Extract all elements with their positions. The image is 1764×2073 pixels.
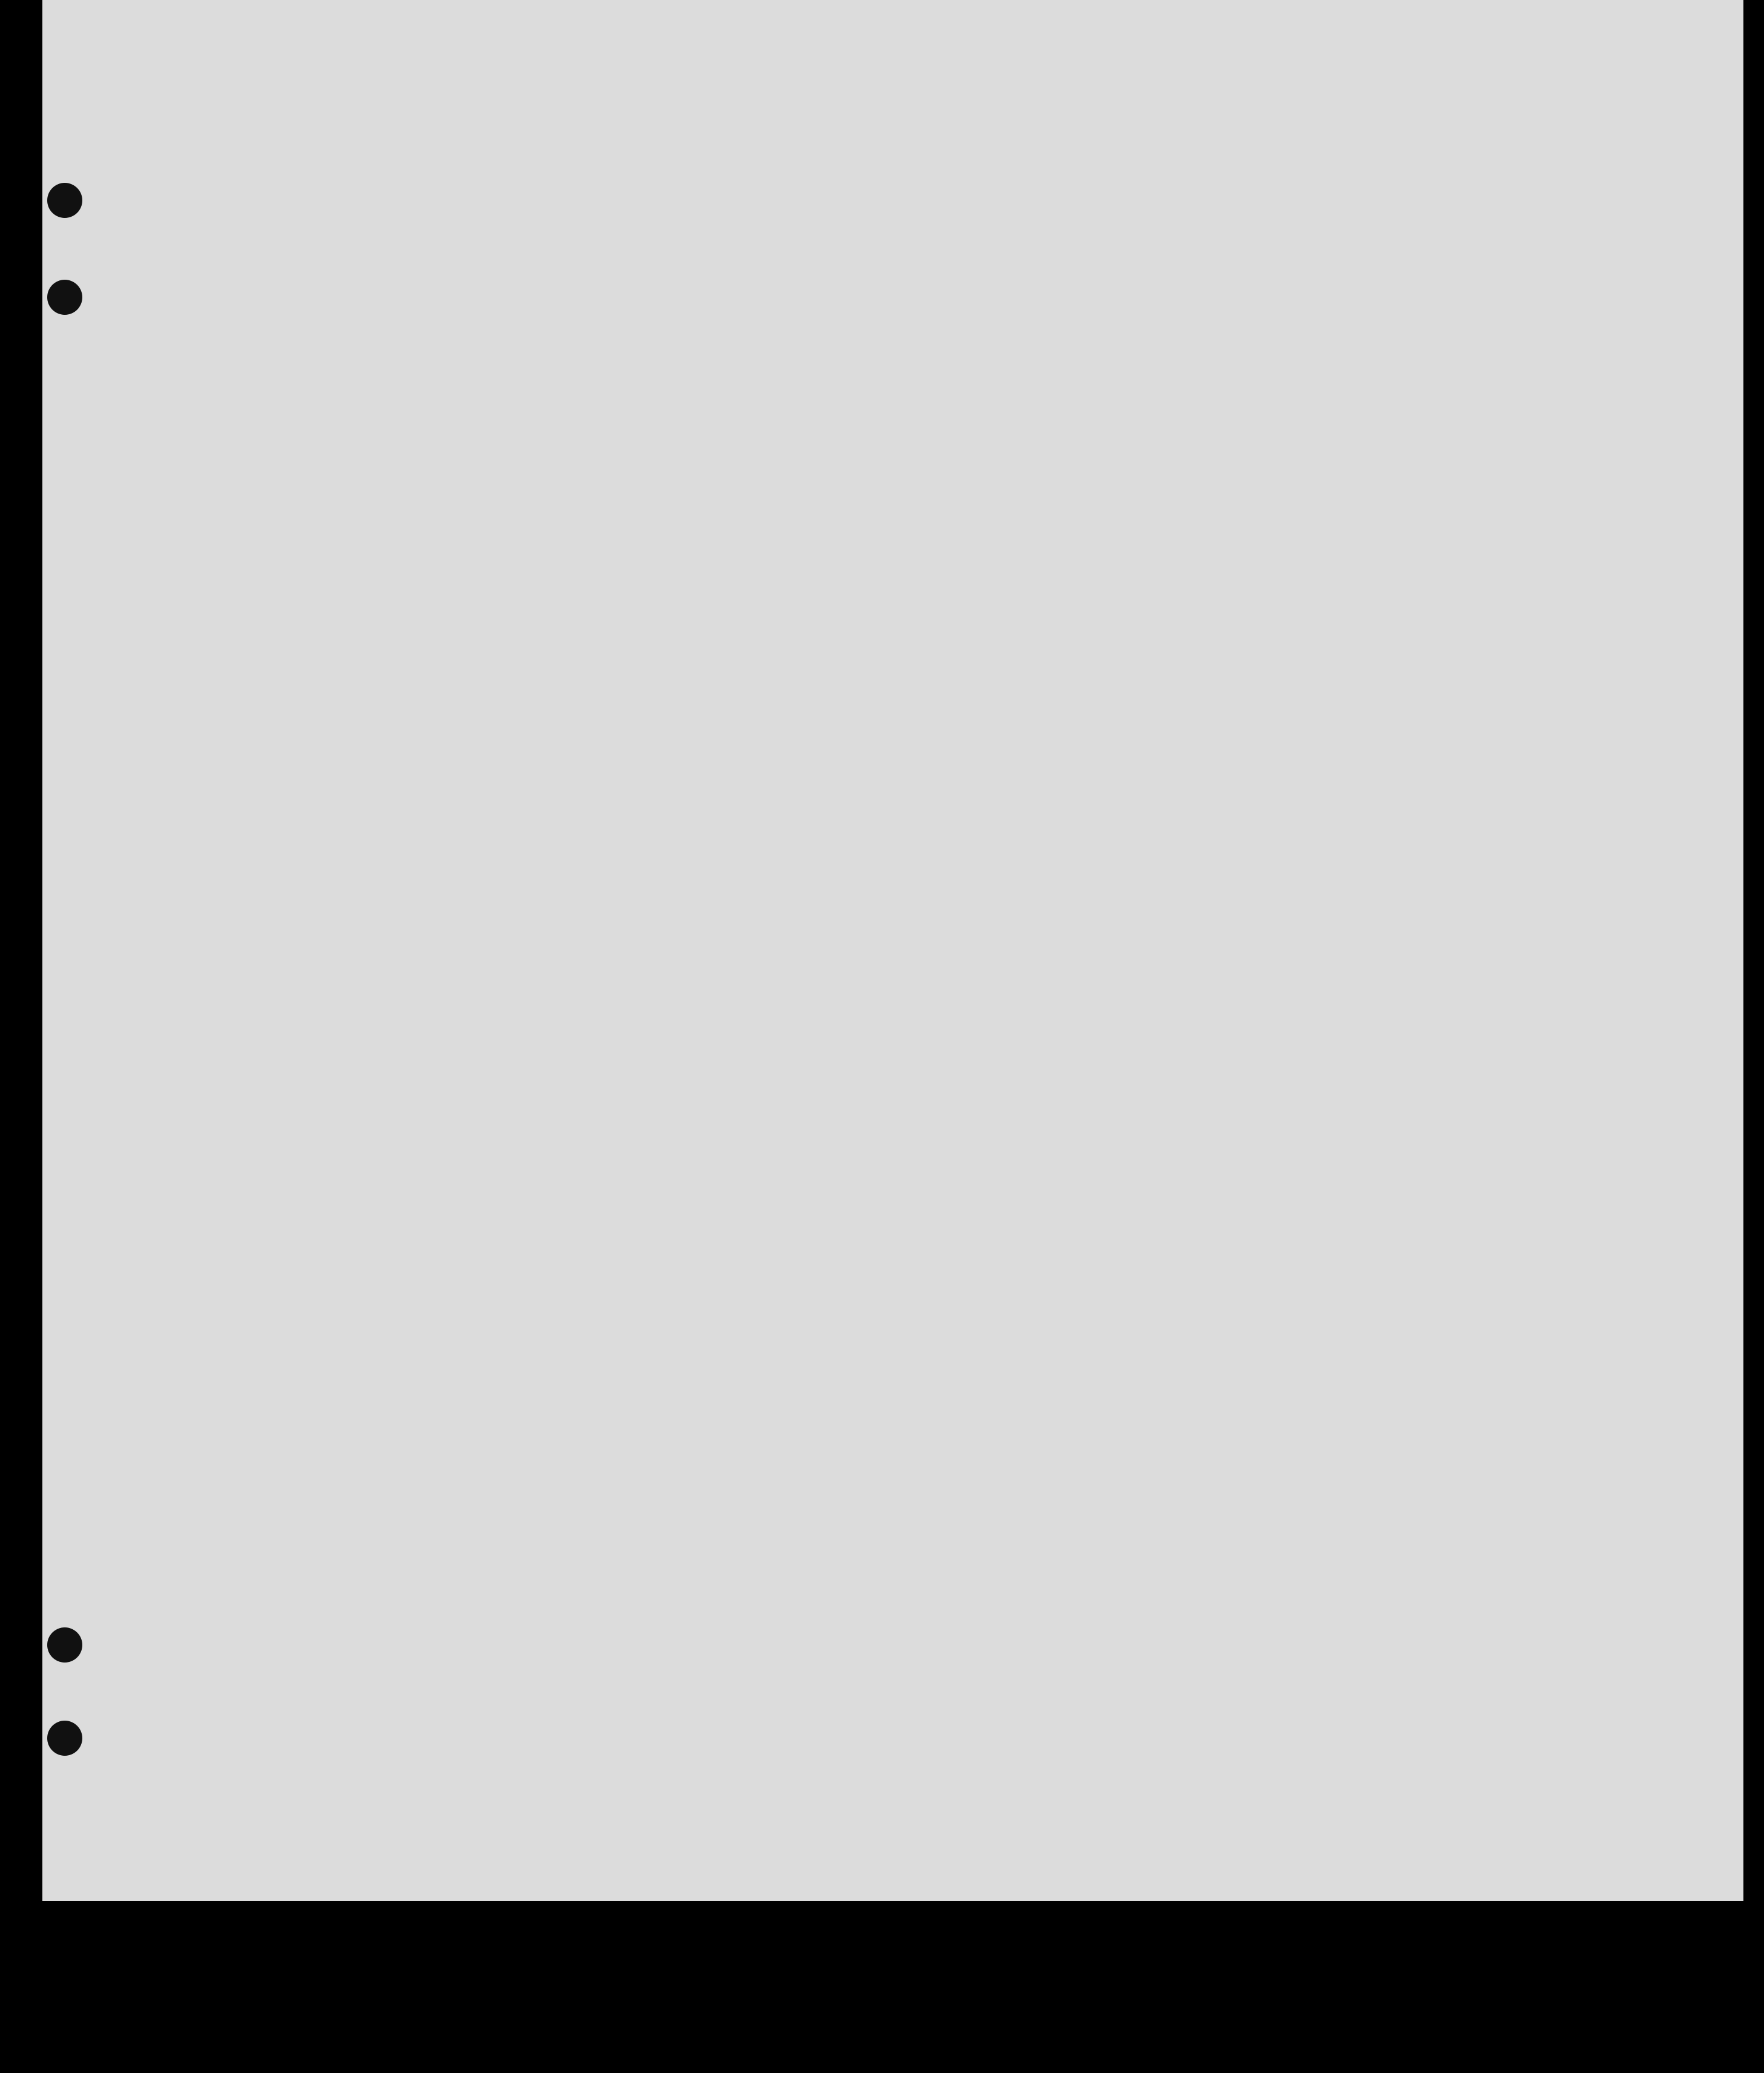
- col3-header: [536, 213, 627, 220]
- col1-header: [91, 213, 130, 222]
- col4-header: [632, 213, 765, 220]
- col11-header: [1522, 213, 1673, 229]
- col9-header: [1241, 213, 1356, 217]
- col10-header: [1358, 213, 1519, 222]
- col8-header: [1142, 213, 1239, 217]
- col5-header: [768, 213, 967, 220]
- col2-header: [133, 213, 533, 220]
- col6-header: [967, 213, 1025, 220]
- col7-header: [1028, 213, 1139, 220]
